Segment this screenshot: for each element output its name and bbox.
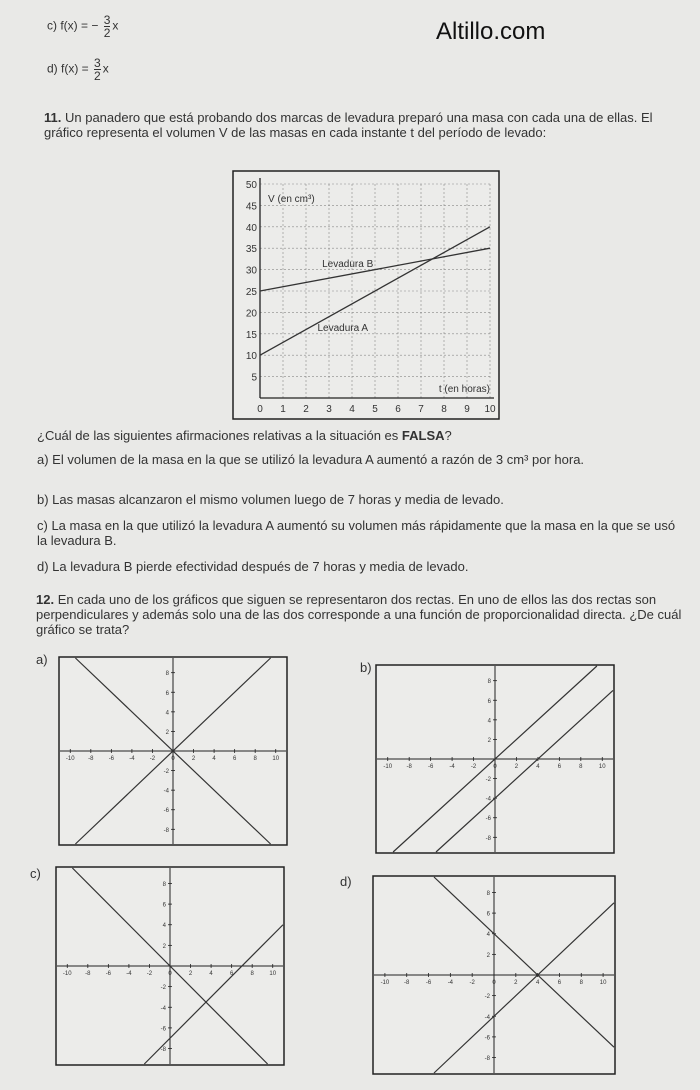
y-tick-label: -8 (163, 827, 169, 834)
x-tick-label: -8 (406, 764, 412, 770)
y-tick-label: -8 (485, 835, 491, 842)
series-label-levadura-b: Levadura B (322, 259, 374, 271)
x-tick-label: -10 (62, 971, 72, 977)
q11-option-d: d) La levadura B pierde efectividad después de 7 horas y media de levado. (37, 559, 469, 574)
question-12 (36, 592, 690, 637)
graph-c (55, 866, 285, 1066)
y-tick-label: 25 (245, 287, 257, 298)
x-tick-label: 4 (349, 404, 355, 415)
y-tick-label: 40 (245, 222, 257, 234)
y-tick-label: 6 (486, 911, 490, 918)
y-tick-label: 6 (487, 698, 491, 705)
q11-option-b: b) Las masas alcanzaron el mismo volumen luego de 7 horas y media de levado. (37, 492, 504, 507)
option-letter: c) (47, 18, 57, 33)
graph-d (372, 875, 616, 1075)
question-text: Un panadero que está probando dos marcas de levadura preparó una masa con cada una de ellas. El gráfico representa el volumen V de las masas en cada instante t del período de levado: (44, 110, 653, 140)
x-tick-label: -2 (149, 756, 156, 762)
question-11 (44, 110, 694, 140)
question-prefix: ¿Cuál de las siguientes afirmaciones relativas a la situación es (37, 428, 402, 443)
q11-question (37, 428, 687, 443)
x-tick-label: 10 (269, 971, 277, 977)
x-tick-label: -4 (126, 971, 132, 977)
graph-label-c: c) (30, 866, 41, 881)
graph-label-d: d) (340, 874, 352, 889)
y-tick-label: 8 (487, 679, 491, 686)
series-label-levadura-a: Levadura A (317, 323, 369, 335)
question-number: 12. (36, 592, 55, 607)
x-tick-label: 10 (484, 404, 496, 415)
y-tick-label: 50 (245, 180, 257, 191)
x-tick-label: -10 (383, 764, 393, 770)
x-tick-label: 2 (514, 980, 518, 986)
y-tick-label: -6 (485, 816, 491, 823)
x-tick-label: -10 (65, 756, 75, 762)
x-tick-label: 2 (303, 404, 309, 415)
x-tick-label: 1 (280, 404, 286, 415)
x-tick-label: -6 (425, 980, 432, 986)
prev-option-d (47, 57, 109, 82)
y-tick-label: -2 (160, 985, 166, 992)
y-tick-label: 8 (165, 671, 169, 678)
x-tick-label: 10 (272, 756, 280, 762)
chart-frame (233, 171, 499, 419)
y-tick-label: -8 (160, 1047, 166, 1054)
variable: x (102, 61, 109, 76)
x-tick-label: 4 (536, 764, 540, 770)
x-tick-label: 8 (441, 404, 447, 415)
y-tick-label: -8 (484, 1056, 490, 1063)
y-tick-label: 2 (487, 737, 491, 744)
x-tick-label: 6 (557, 980, 562, 986)
y-tick-label: 10 (245, 351, 257, 363)
y-tick-label: 30 (245, 265, 257, 277)
y-tick-label: 20 (245, 308, 257, 320)
x-tick-label: -4 (449, 764, 455, 770)
graph-label-b: b) (360, 660, 372, 675)
x-tick-label: 0 (493, 764, 497, 770)
x-tick-label: -8 (404, 980, 410, 986)
y-axis-label: V (en cm³) (268, 194, 315, 205)
x-tick-label: -10 (380, 980, 390, 986)
x-tick-label: 0 (257, 404, 263, 415)
y-tick-label: -2 (163, 769, 169, 776)
function-lhs: f(x) = (61, 61, 89, 76)
y-tick-label: -2 (485, 777, 491, 784)
x-tick-label: 10 (598, 764, 606, 770)
x-tick-label: -4 (447, 980, 454, 986)
y-tick-label: 2 (486, 952, 490, 959)
y-tick-label: -4 (484, 1014, 490, 1021)
y-tick-label: -4 (163, 788, 169, 795)
variable: x (112, 18, 119, 33)
x-tick-label: 2 (514, 764, 519, 770)
x-tick-label: 10 (599, 980, 607, 986)
fraction: $\frac{3}{2}$ (103, 13, 111, 40)
y-tick-label: 4 (162, 923, 166, 930)
y-tick-label: -4 (160, 1005, 166, 1012)
x-tick-label: 3 (326, 404, 332, 415)
x-tick-label: 8 (253, 756, 257, 762)
y-tick-label: -6 (163, 808, 169, 815)
x-tick-label: 4 (535, 980, 540, 986)
question-number: 11. (44, 110, 62, 125)
x-tick-label: 8 (250, 971, 254, 977)
y-tick-label: 6 (162, 902, 166, 909)
x-tick-label: 2 (191, 756, 196, 762)
question-bold: FALSA (401, 428, 445, 443)
y-tick-label: 8 (162, 881, 166, 888)
x-tick-label: 6 (395, 404, 401, 415)
y-tick-label: 4 (486, 932, 490, 939)
function-lhs: f(x) = (60, 18, 89, 33)
y-tick-label: 45 (245, 201, 257, 213)
x-tick-label: 4 (209, 971, 213, 977)
site-brand: Altillo.com (436, 18, 546, 45)
option-letter: d) (47, 61, 58, 76)
x-tick-label: -2 (469, 980, 475, 986)
prev-option-c (47, 14, 118, 39)
x-tick-label: 4 (212, 756, 216, 762)
x-axis-label: t (en horas) (438, 384, 490, 395)
y-tick-label: 8 (486, 890, 490, 897)
y-tick-label: -6 (484, 1035, 490, 1042)
x-tick-label: -8 (88, 756, 94, 762)
x-tick-label: 5 (372, 404, 378, 415)
x-tick-label: -2 (470, 764, 477, 770)
x-tick-label: -8 (85, 971, 91, 977)
x-tick-label: 2 (188, 971, 193, 977)
q11-option-a: a) El volumen de la masa en la que se utilizó la levadura A aumentó a razón de 3 cm³ por hora. (37, 452, 585, 467)
fraction: $\frac{3}{2}$ (94, 56, 101, 83)
q11-option-c: c) La masa en la que utilizó la levadura A aumentó su volumen más rápidamente que la masa en la que se usó la levadura B. (37, 518, 676, 548)
x-tick-label: 0 (171, 756, 175, 762)
y-tick-label: 4 (165, 710, 169, 717)
y-tick-label: 4 (487, 718, 491, 725)
x-tick-label: 9 (464, 404, 470, 415)
y-tick-label: 2 (162, 943, 166, 950)
y-tick-label: 35 (245, 244, 257, 256)
question-text: En cada uno de los gráficos que siguen se representaron dos rectas. En uno de ellos las dos rectas son perpendiculares y además solo una de las dos corresponde a una función de proporcionalidad directa. ¿De cuál gráfico se trata? (36, 592, 682, 637)
y-tick-label: 2 (165, 729, 169, 736)
x-tick-label: 6 (557, 764, 562, 770)
x-tick-label: 8 (579, 980, 583, 986)
x-tick-label: 0 (492, 980, 496, 986)
x-tick-label: 8 (579, 764, 583, 770)
question-suffix: ? (444, 428, 452, 443)
x-tick-label: 0 (168, 971, 172, 977)
x-tick-label: 6 (232, 756, 237, 762)
sign: − (91, 18, 99, 33)
x-tick-label: -4 (129, 756, 135, 762)
volume-chart (232, 170, 500, 420)
y-tick-label: 5 (251, 372, 257, 384)
x-tick-label: 7 (418, 404, 424, 415)
graph-label-a: a) (36, 652, 48, 667)
x-tick-label: -6 (105, 971, 112, 977)
y-tick-label: 6 (165, 690, 169, 697)
y-tick-label: -2 (484, 994, 490, 1001)
x-tick-label: -2 (146, 971, 153, 977)
x-tick-label: -6 (108, 756, 115, 762)
graph-b (375, 664, 615, 854)
x-tick-label: -6 (427, 764, 434, 770)
y-tick-label: 15 (245, 329, 257, 341)
graph-a (58, 656, 288, 846)
y-tick-label: -6 (160, 1026, 166, 1033)
y-tick-label: -4 (485, 796, 491, 803)
x-tick-label: 6 (229, 971, 234, 977)
